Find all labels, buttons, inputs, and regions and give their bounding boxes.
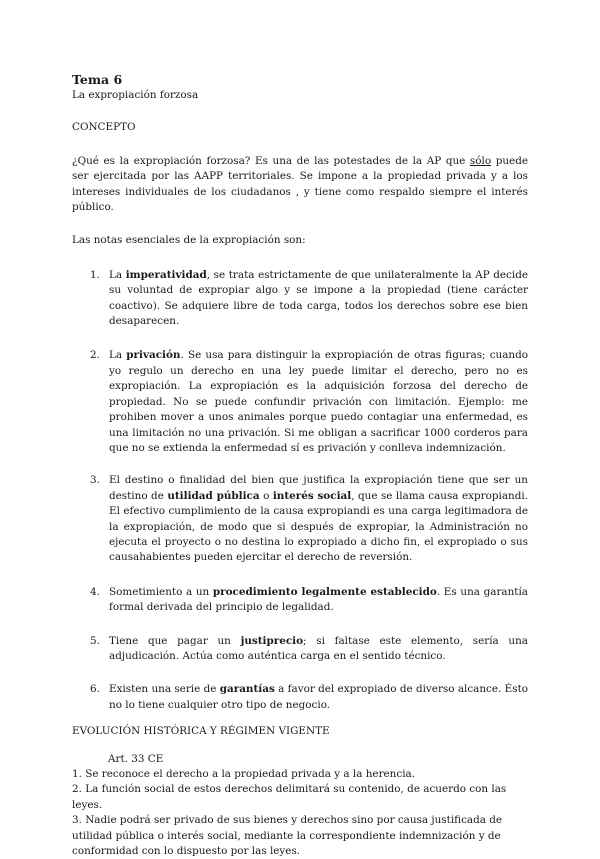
article-item: 1. Se reconoce el derecho a la propiedad privada y a la herencia. (72, 768, 416, 780)
notes-list (72, 268, 528, 713)
section-heading-concepto: CONCEPTO (72, 121, 136, 134)
list-item: 4. Sometimiento a un procedimiento legalmente establecido. Es una garantía formal derivada del principio de legalidad. (90, 585, 528, 614)
document-title: Tema 6 (72, 72, 123, 87)
list-item: 5. Tiene que pagar un justiprecio; si faltase este elemento, sería una adjudicación. Actúa como auténtica carga en el sentido técnico. (90, 634, 528, 662)
document-page (72, 72, 528, 859)
list-item: 3. El destino o finalidad del bien que justifica la expropiación tiene que ser un destino de utilidad pública o interés social, que se llama causa expropiandi. El efectivo cumplimiento de la causa expropiandi es una carga legitimadora de la expropiación, de modo que si después de expropiar, la Administración no ejecuta el proyecto o no destina lo expropiado a dicho fin, el expropiado o sus causahabientes pueden ejercitar el derecho de reversión. (90, 474, 528, 564)
list-item: 1. La imperatividad, se trata estrictamente de que unilateralmente la AP decide su voluntad de expropiar algo y se impone a la propiedad (tiene carácter coactivo). Se adquiere libre de toda carga, todos los derechos sobre ese bien desaparecen. (90, 268, 528, 328)
section-heading-evolucion: EVOLUCIÓN HISTÓRICA Y RÉGIMEN VIGENTE (72, 725, 330, 738)
article-item: 2. La función social de estos derechos delimitará su contenido, de acuerdo con las leyes. (72, 783, 507, 811)
intro-paragraph: ¿Qué es la expropiación forzosa? Es una de las potestades de la AP que sólo puede ser ejercitada por las AAPP territoriales. Se impone a la propiedad privada y a los intereses individuales de los ciudadanos , y tiene como respaldo siempre el interés público. (72, 154, 528, 214)
underlined-word: sólo (469, 154, 492, 167)
article-item: 3. Nadie podrá ser privado de sus bienes y derechos sino por causa justificada de utilidad pública o interés social, mediante la correspondiente indemnización y de conformidad con lo dispuesto por las leyes. (72, 814, 503, 858)
list-item: 6. Existen una serie de garantías a favor del expropiado de diverso alcance. Ésto no lo tiene cualquier otro tipo de negocio. (90, 683, 528, 711)
list-item: 2. La privación. Se usa para distinguir la expropiación de otras figuras; cuando yo regulo un derecho en una ley puede limitar el derecho, pero no es expropiación. La expropiación es la adquisición forzosa del derecho de propiedad. No se puede confundir privación con limitación. Ejemplo: me prohiben mover a unos animales porque puedo contagiar una enfermedad, es una limitación no una privación. Si me obligan a sacrificar 1000 corderos para que no se extienda la enfermedad sí es privación y conlleva indemnización. (90, 349, 528, 454)
notes-intro: Las notas esenciales de la expropiación son: (72, 234, 306, 247)
document-subtitle: La expropiación forzosa (72, 89, 199, 101)
article-reference: Art. 33 CE (108, 752, 164, 765)
